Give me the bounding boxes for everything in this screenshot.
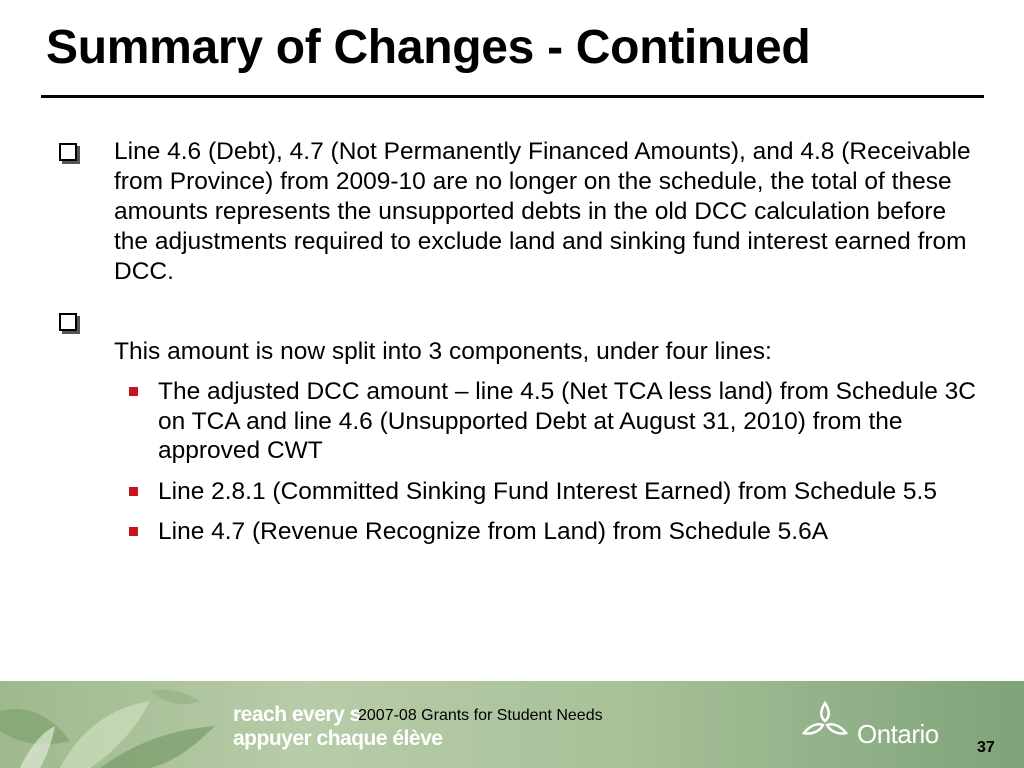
slide-title: Summary of Changes - Continued — [46, 21, 811, 74]
square-bullet-icon — [129, 527, 138, 536]
footer-title: 2007-08 Grants for Student Needs — [358, 707, 603, 724]
leaf-graphic-icon — [0, 681, 220, 768]
page-number: 37 — [977, 739, 995, 756]
bullet-text: This amount is now split into 3 components, under four lines: — [114, 338, 772, 365]
checkbox-bullet-icon — [59, 313, 77, 331]
sub-bullet-item — [56, 517, 986, 547]
slogan-english: reach every s — [233, 703, 361, 726]
title-divider — [41, 95, 984, 98]
bullet-text: Line 4.6 (Debt), 4.7 (Not Permanently Financed Amounts), and 4.8 (Receivable from Province) from 2009-10 are no longer on the schedule, the total of these amounts represents the unsupported debts in the old DCC calculation before the adjustments required to exclude land and sinking fund interest earned from DCC. — [114, 138, 971, 285]
trillium-logo-icon — [800, 699, 850, 745]
footer-banner — [0, 681, 1024, 768]
bullet-item — [56, 307, 986, 367]
slide-content — [56, 137, 986, 547]
sub-bullet-text: The adjusted DCC amount – line 4.5 (Net TCA less land) from Schedule 3C on TCA and line 4.6 (Unsupported Debt at August 31, 2010) from the approved CWT — [158, 378, 976, 464]
sub-bullet-item — [56, 377, 986, 466]
slogan-french: appuyer chaque élève — [233, 727, 443, 750]
square-bullet-icon — [129, 487, 138, 496]
ontario-logo-text: Ontario — [857, 719, 939, 749]
sub-bullet-text: Line 4.7 (Revenue Recognize from Land) from Schedule 5.6A — [158, 518, 829, 545]
bullet-item — [56, 137, 986, 287]
square-bullet-icon — [129, 387, 138, 396]
checkbox-bullet-icon — [59, 143, 77, 161]
sub-bullet-text: Line 2.8.1 (Committed Sinking Fund Interest Earned) from Schedule 5.5 — [158, 477, 937, 505]
sub-bullet-item — [56, 477, 986, 507]
